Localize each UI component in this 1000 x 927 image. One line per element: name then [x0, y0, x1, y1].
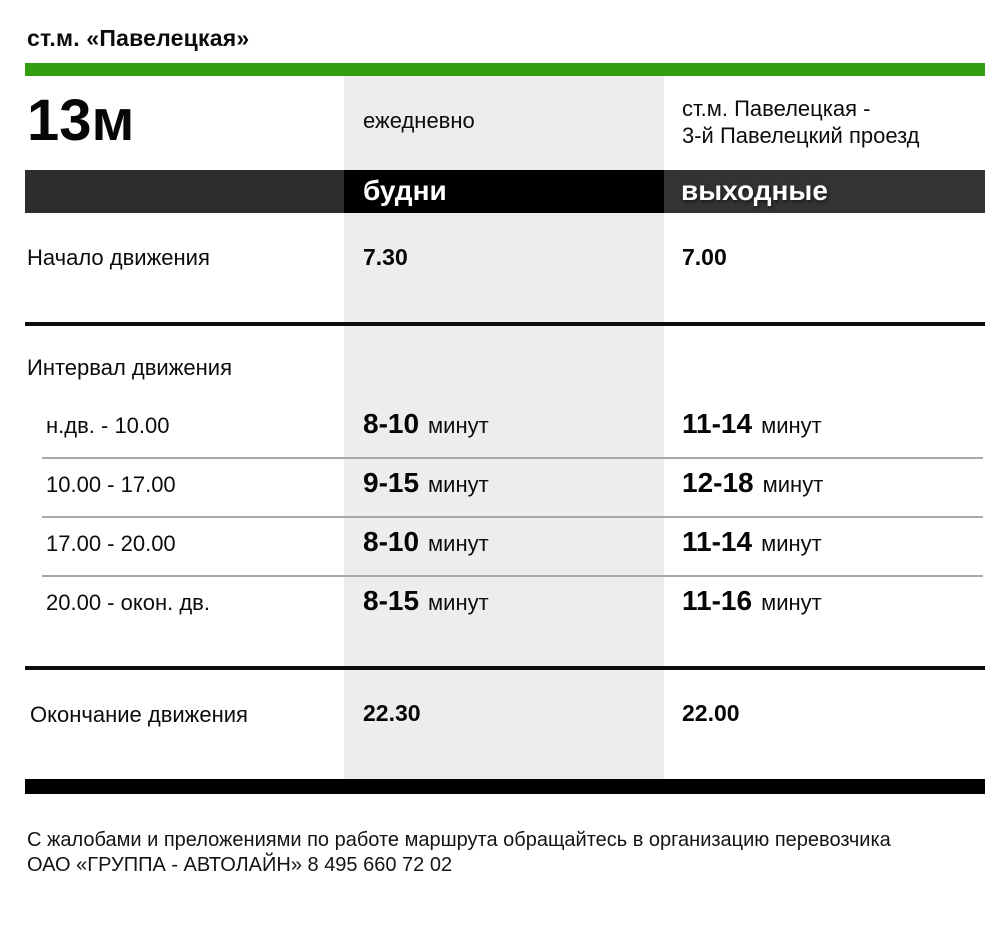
interval-value-number: 8-10 [363, 408, 420, 439]
footer-complaints-text: С жалобами и преложениями по работе маршрута обращайтесь в организацию перевозчика [27, 829, 891, 851]
section-divider [25, 666, 985, 670]
interval-row [0, 585, 1000, 625]
column-header-bar [25, 170, 985, 213]
interval-row [0, 467, 1000, 507]
end-time-weekday: 22.30 [363, 700, 421, 726]
header-bar-spacer [25, 170, 344, 213]
interval-row-separator [42, 457, 983, 459]
weekend-column-header: выходные [664, 170, 985, 213]
interval-value-unit: минут [761, 413, 822, 438]
start-time-weekday: 7.30 [363, 244, 408, 270]
interval-value-number: 11-16 [682, 585, 753, 616]
interval-row [0, 408, 1000, 448]
interval-value-unit: минут [428, 590, 489, 615]
station-title: ст.м. «Павелецкая» [27, 25, 250, 51]
interval-value-unit: минут [428, 472, 489, 497]
route-number: 13м [27, 88, 135, 153]
interval-period: н.дв. - 10.00 [46, 413, 170, 438]
intervals-section-label: Интервал движения [27, 355, 233, 380]
route-name-line1: ст.м. Павелецкая - [682, 96, 871, 121]
interval-weekend-value [682, 585, 822, 617]
interval-row-separator [42, 575, 983, 577]
interval-weekend-value [682, 408, 822, 440]
interval-value-number: 12-18 [682, 467, 754, 498]
interval-period: 10.00 - 17.00 [46, 472, 176, 497]
interval-value-unit: минут [762, 472, 824, 497]
interval-value-number: 11-14 [682, 526, 753, 557]
interval-weekday-value [363, 526, 489, 558]
frequency-label: ежедневно [363, 108, 475, 133]
interval-value-unit: минут [761, 531, 822, 556]
route-name-line2: 3-й Павелецкий проезд [682, 123, 920, 148]
green-accent-bar [25, 63, 985, 76]
interval-row-separator [42, 516, 983, 518]
end-of-service-label: Окончание движения [30, 702, 248, 727]
interval-value-unit: минут [761, 590, 822, 615]
interval-period: 20.00 - окон. дв. [46, 590, 210, 615]
interval-row [0, 526, 1000, 566]
interval-value-number: 11-14 [682, 408, 753, 439]
route-name [682, 95, 920, 149]
interval-value-unit: минут [428, 413, 489, 438]
interval-period: 17.00 - 20.00 [46, 531, 176, 556]
section-divider [25, 322, 985, 326]
interval-weekend-value [682, 526, 822, 558]
start-time-weekend: 7.00 [682, 244, 727, 270]
interval-weekend-value [682, 467, 823, 499]
bottom-black-bar [25, 779, 985, 794]
footer-operator-contact: ОАО «ГРУППА - АВТОЛАЙН» 8 495 660 72 02 [27, 854, 453, 876]
interval-value-unit: минут [428, 531, 489, 556]
interval-weekday-value [363, 408, 489, 440]
weekday-column-header: будни [344, 170, 664, 213]
start-of-service-label: Начало движения [27, 245, 210, 270]
interval-value-number: 9-15 [363, 467, 420, 498]
interval-value-number: 8-15 [363, 585, 420, 616]
end-time-weekend: 22.00 [682, 700, 740, 726]
interval-value-number: 8-10 [363, 526, 420, 557]
interval-weekday-value [363, 585, 489, 617]
interval-weekday-value [363, 467, 489, 499]
